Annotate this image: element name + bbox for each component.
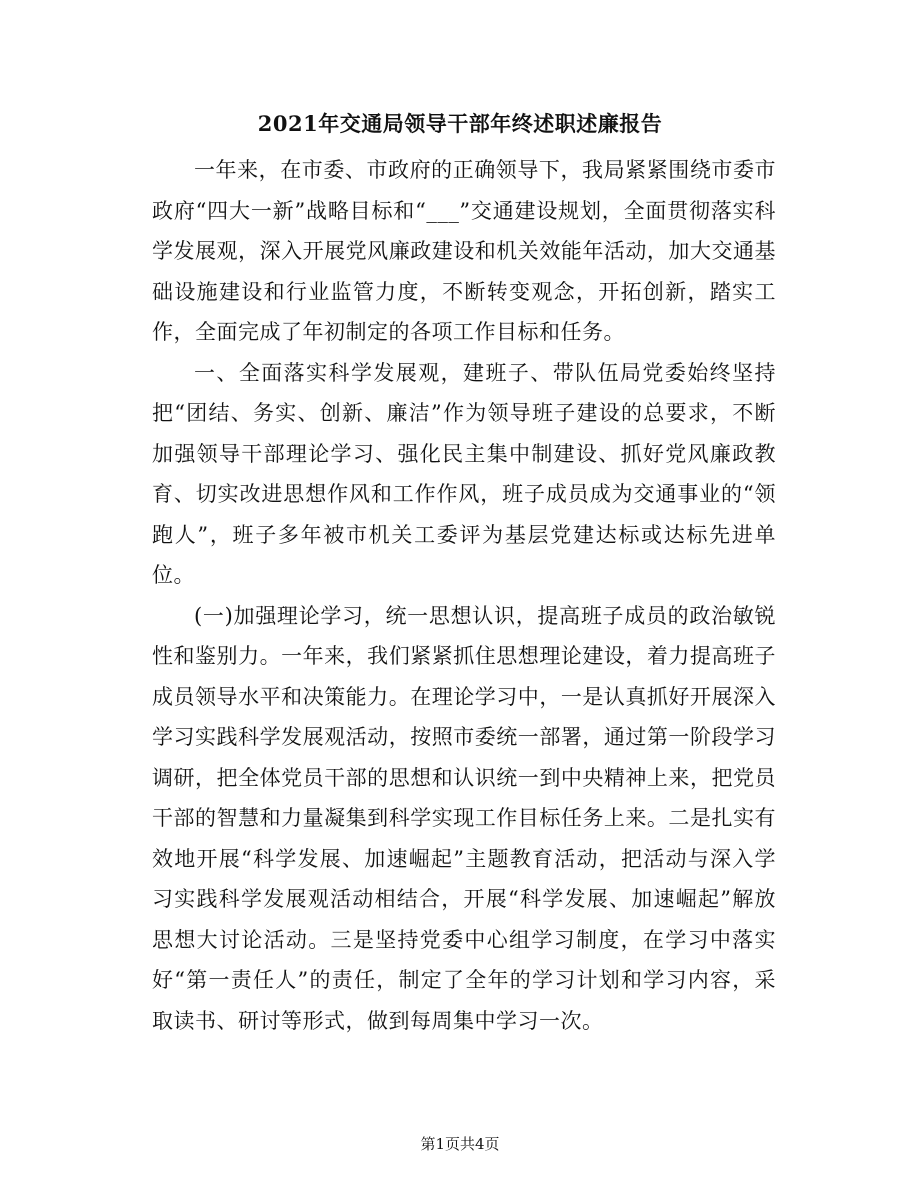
paragraph-subsection-one: (一)加强理论学习，统一思想认识，提高班子成员的政治敏锐性和鉴别力。一年来，我们紧紧抓住思想理论建设，着力提高班子成员领导水平和决策能力。在理论学习中，一是认真抓好开展深入学习实践科学发展观活动，按照市委统一部署，通过第一阶段学习调研，把全体党员干部的思想和认识统一到中央精神上来，把党员干部的智慧和力量凝集到科学实现工作目标任务上来。二是扎实有效地开展“科学发展、加速崛起”主题教育活动，把活动与深入学习实践科学发展观活动相结合，开展“科学发展、加速崛起”解放思想大讨论活动。三是坚持党委中心组学习制度，在学习中落实好“第一责任人”的责任，制定了全年的学习计划和学习内容，采取读书、研讨等形式，做到每周集中学习一次。	[152, 603, 776, 1033]
document-title: 2021年交通局领导干部年终述职述廉报告	[257, 111, 663, 136]
paragraph-intro: 一年来，在市委、市政府的正确领导下，我局紧紧围绕市委市政府“四大一新”战略目标和“___”交通建设规划，全面贯彻落实科学发展观，深入开展党风廉政建设和机关效能年活动，加大交通基础设施建设和行业监管力度，不断转变观念，开拓创新，踏实工作，全面完成了年初制定的各项工作目标和任务。	[152, 158, 776, 344]
page-number-footer: 第1页共4页	[420, 1135, 500, 1153]
paragraph-section-one: 一、全面落实科学发展观，建班子、带队伍局党委始终坚持把“团结、务实、创新、廉洁”作为领导班子建设的总要求，不断加强领导干部理论学习、强化民主集中制建设、抓好党风廉政教育、切实改进思想作风和工作作风，班子成员成为交通事业的“领跑人”，班子多年被市机关工委评为基层党建达标或达标先进单位。	[152, 360, 776, 587]
document-body	[152, 150, 776, 1041]
